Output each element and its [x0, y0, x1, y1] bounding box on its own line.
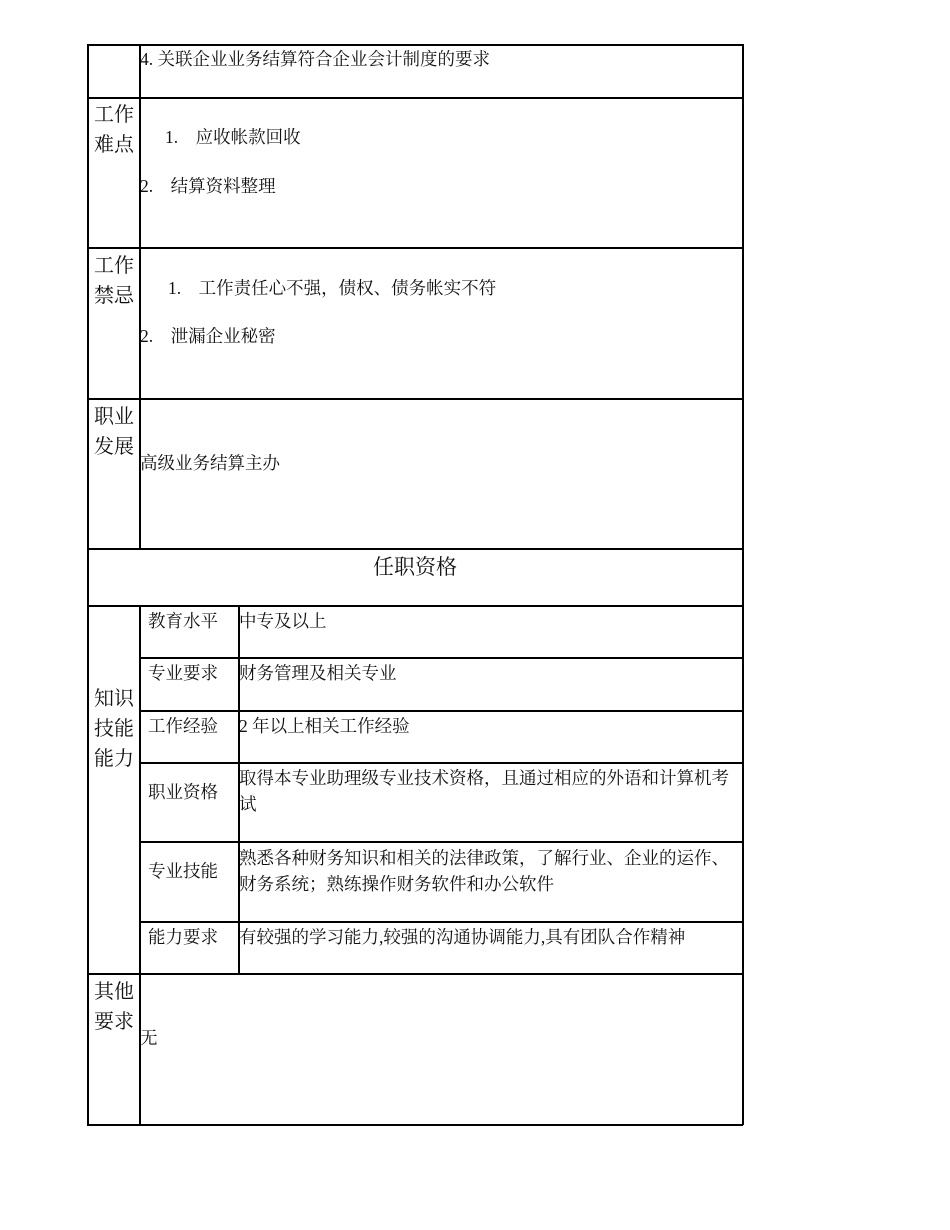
qual-name-education: 教育水平	[148, 611, 218, 631]
row-line-3	[87, 398, 743, 400]
row-line-5	[87, 605, 743, 607]
skills-group-label: 知识技能能力	[94, 688, 134, 770]
row-line-1	[87, 97, 743, 99]
career-label: 职业发展	[94, 406, 134, 458]
qual-value-experience: 2 年以上相关工作经验	[239, 716, 410, 736]
row-line-2	[87, 247, 743, 249]
qual-name-certification: 职业资格	[148, 782, 218, 802]
row-line-bottom	[87, 1124, 743, 1126]
qual-name-experience: 工作经验	[148, 716, 218, 736]
difficulties-label: 工作难点	[94, 104, 134, 156]
prohibition-item-1: 1. 工作责任心不强，债权、债务帐实不符	[168, 278, 497, 298]
prohibitions-label: 工作禁忌	[94, 255, 134, 307]
sub-line-2	[139, 710, 743, 712]
other-label: 其他要求	[94, 981, 134, 1033]
qual-value-education: 中专及以上	[239, 611, 327, 631]
sub-line-3	[139, 762, 743, 764]
qual-value-ability: 有较强的学习能力,较强的沟通协调能力,具有团队合作精神	[239, 927, 686, 947]
qual-name-ability: 能力要求	[148, 927, 218, 947]
table-left-border	[87, 44, 89, 1125]
top-row-text: 4. 关联企业业务结算符合企业会计制度的要求	[140, 49, 490, 69]
qualifications-title: 任职资格	[373, 555, 457, 579]
sub-line-4	[139, 841, 743, 843]
qual-name-major: 专业要求	[148, 663, 218, 683]
qual-value-skills: 熟悉各种财务知识和相关的法律政策，了解行业、企业的运作、财务系统；熟练操作财务软件和办公软件	[239, 848, 729, 894]
sub-line-1	[139, 657, 743, 659]
difficulty-item-1: 1. 应收帐款回收	[165, 127, 301, 147]
row-line-4	[87, 548, 743, 550]
qual-value-certification: 取得本专业助理级专业技术资格，且通过相应的外语和计算机考试	[239, 768, 729, 814]
qual-value-major: 财务管理及相关专业	[239, 663, 397, 683]
sub-line-5	[139, 921, 743, 923]
other-text: 无	[140, 1028, 158, 1048]
career-text: 高级业务结算主办	[140, 453, 280, 473]
difficulty-item-2: 2. 结算资料整理	[140, 176, 276, 196]
qual-name-skills: 专业技能	[148, 861, 218, 881]
prohibition-item-2: 2. 泄漏企业秘密	[140, 326, 276, 346]
row-line-6	[87, 973, 743, 975]
table-right-border	[742, 44, 744, 1125]
